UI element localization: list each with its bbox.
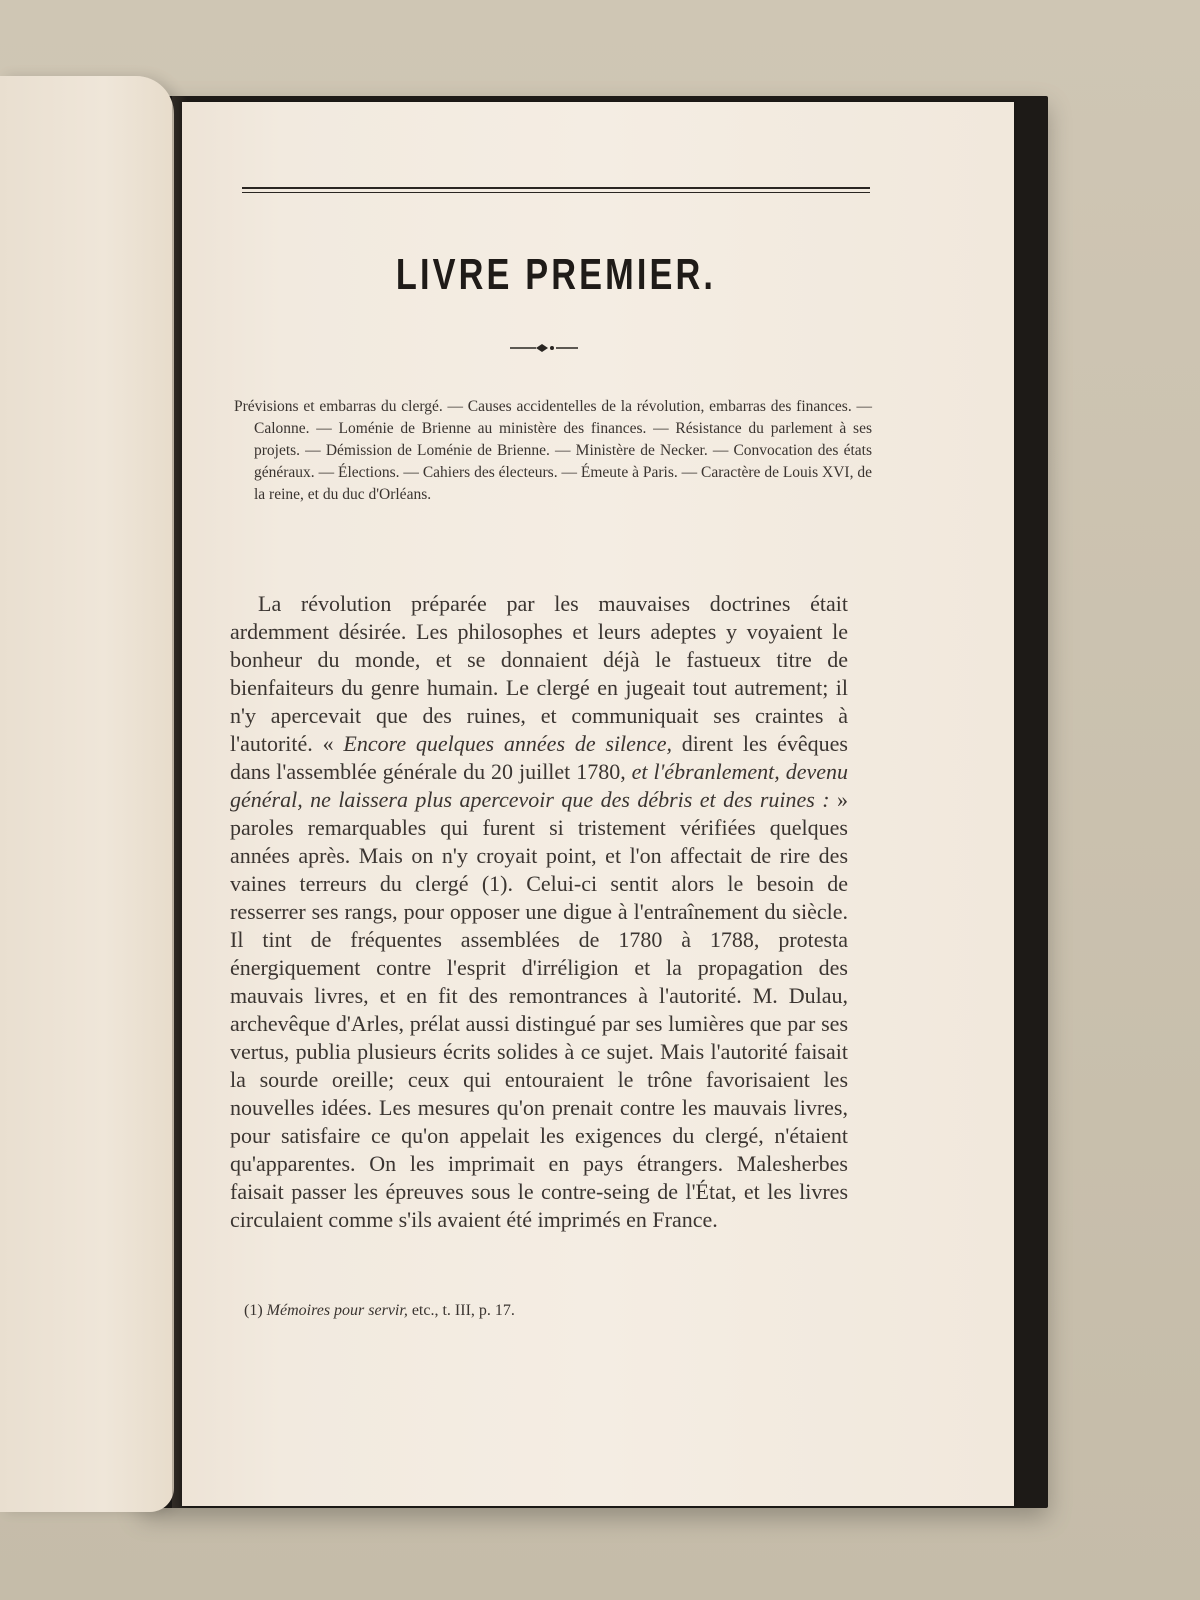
footnote-reference: etc., t. III, p. 17. bbox=[407, 1302, 515, 1319]
body-paragraph bbox=[230, 590, 848, 1234]
body-text-part-1: La révolution préparée par les mauvaises doctrines était ardemment désirée. Les philosophes et leurs adeptes y voyaient le bonheur du monde, et se donnaient déjà le fastueux titre de bienfaiteurs du genre humain. Le clergé en jugeait tout autrement; il n'y apercevait que des ruines, et communiquait ses craintes à l'autorité. « bbox=[230, 591, 848, 756]
chapter-title: LIVRE PREMIER. bbox=[395, 250, 717, 299]
body-quote-1: Encore quelques années de silence, bbox=[343, 731, 672, 756]
body-text-part-2: dirent les évêques dans l'assemblée générale du 20 juillet 1780, bbox=[230, 731, 848, 784]
body-quote-2: et l'ébranlement, devenu général, ne laissera plus apercevoir que des débris et des ruines : bbox=[230, 759, 848, 812]
footnote-title: Mémoires pour servir, bbox=[266, 1302, 408, 1319]
footnote-number: (1) bbox=[244, 1302, 267, 1319]
book-page bbox=[182, 102, 1014, 1506]
top-double-rule bbox=[242, 187, 870, 193]
left-page-edge bbox=[0, 76, 174, 1512]
chapter-summary: Prévisions et embarras du clergé. — Causes accidentelles de la révolution, embarras des finances. — Calonne. — Loménie de Brienne au ministère des finances. — Résistance du parlement à ses projets. — Démission de Loménie de Brienne. — Ministère de Necker. — Convocation des états généraux. — Élections. — Cahiers des électeurs. — Émeute à Paris. — Caractère de Louis XVI, de la reine, et du duc d'Orléans. bbox=[234, 398, 872, 503]
body-text-part-3: » paroles remarquables qui furent si tristement vérifiées quelques années après. Mais on n'y croyait point, et l'on affectait de rire des vaines terreurs du clergé (1). Celui-ci sentit alors le besoin de resserrer ses rangs, pour opposer une digue à l'entraînement du siècle. Il tint de fréquentes assemblées de 1780 à 1788, protesta énergiquement contre l'esprit d'irréligion et la propagation des mauvais livres, et en fit des remontrances à l'autorité. M. Dulau, archevêque d'Arles, prélat aussi distingué par ses lumières que par ses vertus, publia plusieurs écrits solides à ce sujet. Mais l'autorité faisait la sourde oreille; ceux qui entouraient le trône favorisaient les nouvelles idées. Les mesures qu'on prenait contre les mauvais livres, pour satisfaire ce qu'on appelait les exigences du clergé, n'étaient qu'apparentes. On les imprimait en pays étrangers. Malesherbes faisait passer les épreuves sous le contre-seing de l'État, et les livres circulaient comme s'ils avaient été imprimés en France. bbox=[230, 787, 849, 1232]
footnote bbox=[244, 1302, 844, 1320]
ornament-flourish-icon bbox=[508, 340, 580, 356]
